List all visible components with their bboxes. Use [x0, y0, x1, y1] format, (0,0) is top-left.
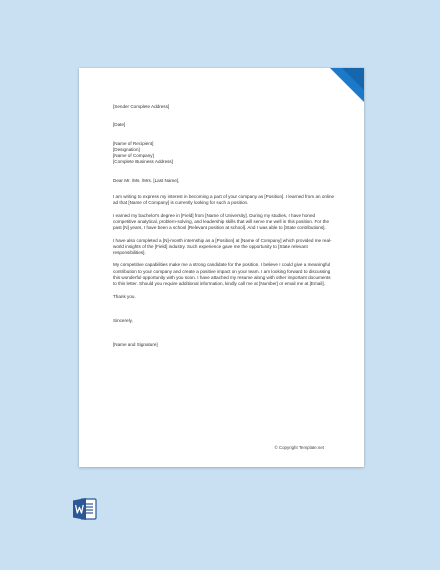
- recipient-company: [Name of Company]: [113, 153, 154, 159]
- sender-address: [Sender Complete Address]: [113, 104, 170, 109]
- paragraph-closing: My competitive capabilities make me a strong candidate for the position. I believe I could give a meaningful contribution to your company and create a positive impact on your team. I am looking forward to discussing this wonderful opportunity with you soon. I have attached my resume along with other important documents to this letter. Should you require additional information, kindly call me at [Number] or email me at [Email].: [113, 262, 331, 287]
- salutation: Dear Mr. /Ms. /Mrs. [Last Name],: [113, 177, 180, 183]
- letter-date: [Date]: [113, 122, 126, 128]
- paragraph-intro: I am writing to express my interest in becoming a part of your company as [Position]. I learned from an online ad that [Name of Company] is currently looking for such a position.: [113, 194, 335, 206]
- letter-page: [79, 68, 364, 467]
- recipient-address: [Complete Business Address]: [113, 159, 174, 165]
- letter-body: [113, 104, 335, 349]
- closing: Sincerely,: [113, 317, 133, 323]
- recipient-name: [Name of Recipient]: [113, 140, 154, 146]
- signature: [Name and Signature]: [113, 342, 158, 348]
- corner-accent-shade: [342, 68, 364, 90]
- word-document-icon: [72, 497, 98, 521]
- paragraph-education: I earned my bachelor's degree in [Field] from [Name of University]. During my studies, I have honed competitive analytical, problem-solving, and leadership skills that will serve me well in this position. For the past [N] years, I have been a school [Relevant position at school]. And I was able to [State contributions].: [113, 212, 330, 231]
- paragraph-internship: I have also completed a [N]-month internship as a [Position] at [Name of Company] which provided me real-world insights of the [Field] industry. Such experience gave me the opportunity to [State relevant responsibilities].: [113, 237, 332, 256]
- recipient-designation: [Designation]: [113, 146, 140, 152]
- thank-you: Thank you.: [113, 293, 136, 299]
- copyright-footer: © Copyright Template.net: [274, 445, 324, 450]
